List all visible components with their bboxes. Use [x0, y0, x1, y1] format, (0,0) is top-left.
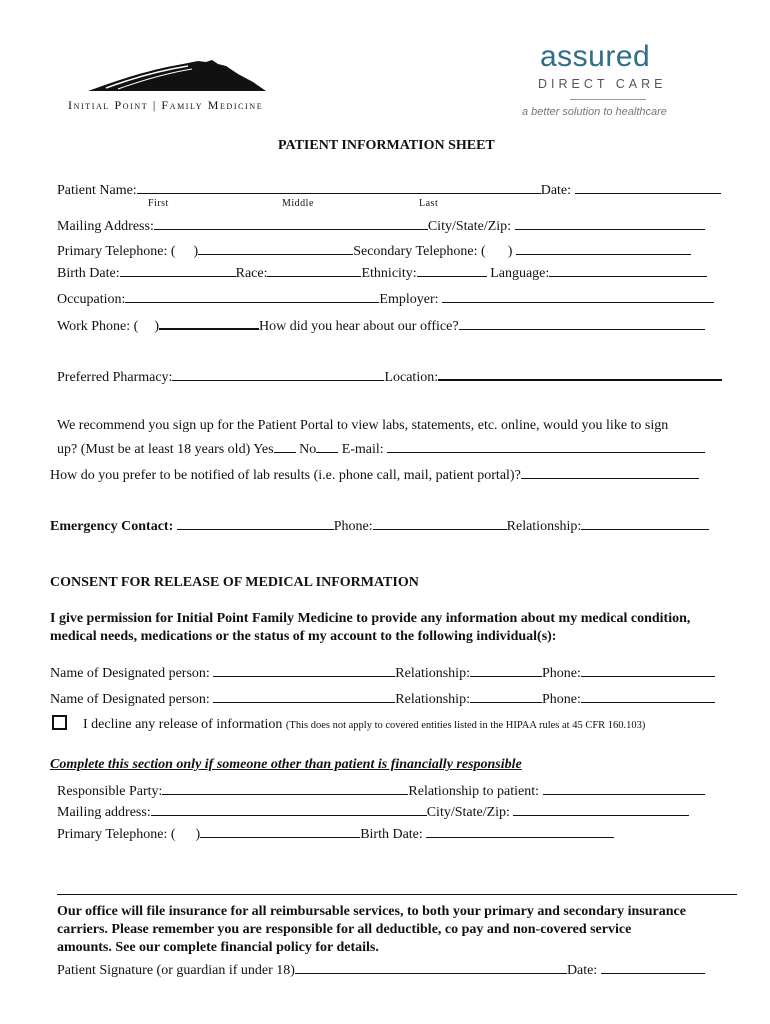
signature-row	[57, 961, 705, 979]
adc-logo-main: assured	[540, 40, 651, 73]
portal-line2	[57, 440, 705, 458]
paren-close: )	[195, 827, 201, 842]
employer-label: Employer:	[379, 292, 439, 307]
insurance-line3: amounts. See our complete financial policy for details.	[57, 940, 379, 955]
patient-name-row	[57, 181, 721, 199]
language-field[interactable]	[549, 264, 707, 277]
decline-row	[83, 717, 645, 734]
designated-relationship-label: Relationship:	[395, 692, 470, 707]
city-label: City/State/Zip:	[427, 219, 512, 234]
page-title: PATIENT INFORMATION SHEET	[278, 138, 495, 153]
adc-logo-divider	[570, 99, 646, 100]
ethnicity-field[interactable]	[417, 264, 487, 277]
date-label: Date:	[540, 183, 572, 198]
paren-close: )	[507, 244, 513, 259]
financial-mailing-row	[57, 803, 689, 821]
portal-no-label: No	[299, 442, 317, 457]
responsible-party-row	[57, 782, 705, 800]
emergency-row	[50, 517, 709, 535]
paren-close: )	[193, 244, 199, 259]
work-phone-row	[57, 316, 705, 335]
portal-yes-field[interactable]	[274, 440, 296, 453]
occupation-row	[57, 290, 714, 308]
financial-tel-row	[57, 825, 614, 843]
emergency-relationship-label: Relationship:	[506, 519, 582, 534]
insurance-divider	[57, 894, 737, 895]
financial-tel-label: Primary Telephone: (	[57, 827, 176, 842]
designated-label: Name of Designated person:	[50, 692, 210, 707]
patient-name-label: Patient Name:	[57, 183, 137, 198]
decline-checkbox[interactable]	[52, 715, 67, 730]
signature-field[interactable]	[295, 961, 567, 974]
designated-row-1	[50, 664, 715, 682]
portal-yes-label: up? (Must be at least 18 years old) Yes	[57, 442, 274, 457]
patient-name-field[interactable]	[137, 181, 541, 194]
financial-birth-field[interactable]	[426, 825, 614, 838]
notify-row	[50, 466, 699, 484]
middle-name-caption: Middle	[282, 198, 314, 209]
signature-date-label: Date:	[566, 963, 598, 978]
ethnicity-label: Ethnicity:	[361, 266, 417, 281]
employer-field[interactable]	[442, 290, 714, 303]
financial-heading: Complete this section only if someone other than patient is financially responsible	[50, 757, 522, 772]
adc-logo-sub: DIRECT CARE	[538, 77, 667, 91]
insurance-line1: Our office will file insurance for all reimbursable services, to both your primary and secondary insurance	[57, 904, 686, 919]
emergency-relationship-field[interactable]	[581, 517, 709, 530]
decline-note: (This does not apply to covered entities listed in the HIPAA rules at 45 CFR 160.103)	[285, 720, 646, 731]
birth-field[interactable]	[120, 264, 236, 277]
location-label: Location:	[384, 370, 439, 385]
signature-label: Patient Signature (or guardian if under 18)	[57, 963, 295, 978]
decline-label: I decline any release of information	[83, 717, 283, 732]
mailing-label: Mailing Address:	[57, 219, 154, 234]
race-label: Race:	[235, 266, 268, 281]
occupation-field[interactable]	[125, 290, 379, 303]
hear-field[interactable]	[459, 317, 705, 330]
designated-relationship-field[interactable]	[470, 690, 542, 703]
designated-phone-label: Phone:	[541, 666, 581, 681]
relationship-to-patient-label: Relationship to patient:	[408, 784, 540, 799]
occupation-label: Occupation:	[57, 292, 126, 307]
work-phone-label: Work Phone: (	[57, 319, 139, 334]
secondary-tel-label: Secondary Telephone: (	[353, 244, 486, 259]
portal-line1: We recommend you sign up for the Patient Portal to view labs, statements, etc. online, would you like to sign	[57, 418, 669, 433]
city-field[interactable]	[515, 217, 705, 230]
designated-label: Name of Designated person:	[50, 666, 210, 681]
primary-tel-field[interactable]	[198, 242, 353, 255]
adc-tagline: a better solution to healthcare	[522, 106, 667, 118]
financial-city-field[interactable]	[513, 803, 689, 816]
notify-field[interactable]	[521, 466, 699, 479]
birth-label: Birth Date:	[57, 266, 120, 281]
email-field[interactable]	[387, 440, 705, 453]
emergency-phone-label: Phone:	[333, 519, 373, 534]
financial-city-label: City/State/Zip:	[426, 805, 510, 820]
financial-mailing-label: Mailing address:	[57, 805, 151, 820]
date-field[interactable]	[575, 181, 721, 194]
primary-tel-label: Primary Telephone: (	[57, 244, 176, 259]
designated-relationship-field[interactable]	[470, 664, 542, 677]
secondary-tel-field[interactable]	[516, 242, 691, 255]
email-label: E-mail:	[341, 442, 384, 457]
emergency-label: Emergency Contact:	[50, 519, 174, 534]
designated-row-2	[50, 690, 715, 708]
designated-field[interactable]	[213, 664, 395, 677]
first-name-caption: First	[148, 198, 169, 209]
insurance-line2: carriers. Please remember you are responsible for all deductible, co pay and non-covered service	[57, 922, 632, 937]
emergency-phone-field[interactable]	[373, 517, 507, 530]
location-field[interactable]	[438, 367, 722, 381]
designated-phone-field[interactable]	[581, 664, 715, 677]
designated-phone-label: Phone:	[541, 692, 581, 707]
mailing-field[interactable]	[154, 217, 428, 230]
hear-label: How did you hear about our office?	[258, 319, 459, 334]
race-field[interactable]	[267, 264, 361, 277]
financial-birth-label: Birth Date:	[360, 827, 423, 842]
pharmacy-field[interactable]	[172, 368, 384, 381]
demographics-row	[57, 264, 707, 282]
ipfm-logo-text: Initial Point | Family Medicine	[68, 98, 264, 112]
mountain-logo-icon	[88, 58, 268, 94]
designated-phone-field[interactable]	[581, 690, 715, 703]
financial-tel-field[interactable]	[200, 825, 360, 838]
telephone-row	[57, 242, 691, 260]
last-name-caption: Last	[419, 198, 439, 209]
mailing-row	[57, 217, 705, 235]
work-phone-field[interactable]	[159, 316, 259, 330]
emergency-field[interactable]	[177, 517, 334, 530]
responsible-party-label: Responsible Party:	[57, 784, 163, 799]
designated-relationship-label: Relationship:	[395, 666, 470, 681]
pharmacy-row	[57, 367, 722, 386]
consent-heading: CONSENT FOR RELEASE OF MEDICAL INFORMATION	[50, 575, 419, 590]
pharmacy-label: Preferred Pharmacy:	[57, 370, 173, 385]
designated-field[interactable]	[213, 690, 395, 703]
paren-close: )	[154, 319, 159, 334]
notify-label: How do you prefer to be notified of lab results (i.e. phone call, mail, patient portal)?	[50, 468, 521, 483]
financial-mailing-field[interactable]	[151, 803, 427, 816]
signature-date-field[interactable]	[601, 961, 705, 974]
consent-para-line2: medical needs, medications or the status of my account to the following individual(s):	[50, 629, 557, 644]
portal-no-field[interactable]	[316, 440, 338, 453]
relationship-to-patient-field[interactable]	[543, 782, 705, 795]
consent-para-line1: I give permission for Initial Point Family Medicine to provide any information about my medical condition,	[50, 611, 691, 626]
responsible-party-field[interactable]	[162, 782, 408, 795]
language-label: Language:	[490, 266, 550, 281]
